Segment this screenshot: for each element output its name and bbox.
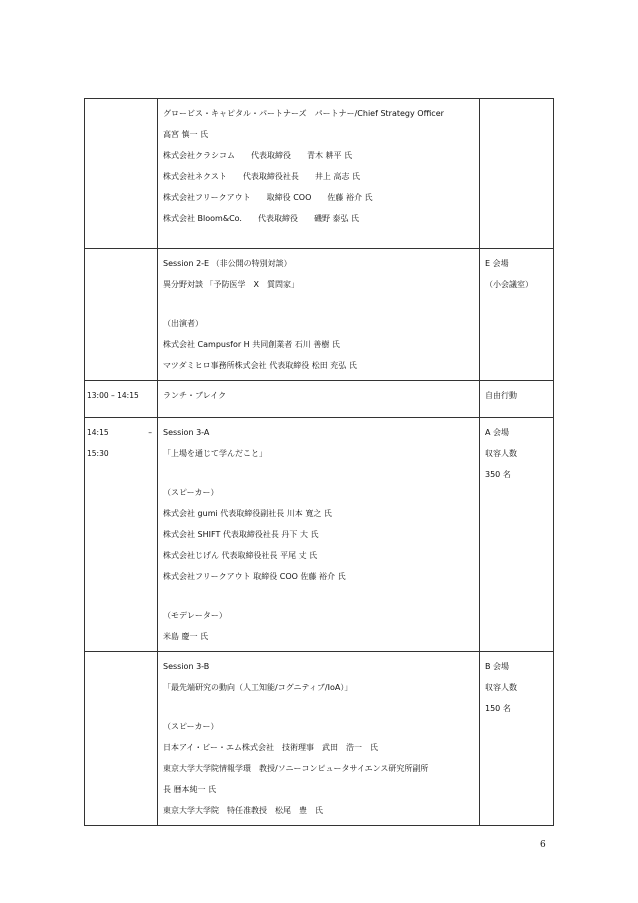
time-start: 14:15	[87, 428, 109, 437]
time-end: 15:30	[87, 449, 109, 458]
program-cell	[158, 99, 480, 249]
program-line: 米島 慶一 氏	[163, 632, 209, 641]
schedule-table	[84, 98, 554, 826]
room-capacity: 150 名	[485, 704, 511, 713]
time-cell	[85, 249, 158, 381]
program-line: グロービス・キャピタル・パートナーズ パートナー/Chief Strategy Officer	[163, 109, 444, 118]
time-range: 13:00 – 14:15	[87, 391, 139, 400]
room-name: 自由行動	[485, 391, 517, 400]
program-line: 株式会社 Campusfor H 共同創業者 石川 善樹 氏	[163, 340, 340, 349]
time-cell	[85, 418, 158, 652]
program-line: 株式会社クラシコム 代表取締役 青木 耕平 氏	[163, 151, 353, 160]
session-id: Session 2-E （非公開の特別対談）	[163, 259, 292, 268]
table-row	[85, 418, 554, 652]
spacer	[163, 464, 474, 482]
program-cell	[158, 381, 480, 418]
time-dash: –	[148, 428, 152, 437]
program-line: 株式会社 Bloom&Co. 代表取締役 磯野 泰弘 氏	[163, 214, 360, 223]
program-cell	[158, 418, 480, 652]
program-line: 株式会社フリークアウト 取締役 COO 佐藤 裕介 氏	[163, 193, 373, 202]
room-cell	[480, 99, 554, 249]
program-line: 長 暦本純一 氏	[163, 785, 217, 794]
session-id: Session 3-B	[163, 662, 210, 671]
program-line: 高宮 慎一 氏	[163, 130, 209, 139]
session-title: 「上場を通じて学んだこと」	[163, 449, 267, 458]
program-line: 株式会社ネクスト 代表取締役社長 井上 高志 氏	[163, 172, 361, 181]
table-row	[85, 99, 554, 249]
room-cell	[480, 652, 554, 826]
page-number: 6	[540, 840, 546, 850]
table-row	[85, 652, 554, 826]
program-line: 株式会社 gumi 代表取締役副社長 川本 寛之 氏	[163, 509, 332, 518]
program-line: 東京大学大学院 特任准教授 松尾 豊 氏	[163, 806, 323, 815]
spacer	[163, 698, 474, 716]
session-title: 「最先端研究の動向（人工知能/コグニティブ/IoA）」	[163, 683, 353, 692]
room-capacity: 350 名	[485, 470, 511, 479]
program-line: （スピーカー）	[163, 488, 219, 497]
spacer	[163, 295, 474, 313]
room-detail: 収容人数	[485, 449, 517, 458]
session-id: Session 3-A	[163, 428, 210, 437]
room-cell	[480, 381, 554, 418]
room-name: A 会場	[485, 428, 510, 437]
program-line: 株式会社フリークアウト 取締役 COO 佐藤 裕介 氏	[163, 572, 346, 581]
program-line: （出演者）	[163, 319, 203, 328]
program-cell	[158, 652, 480, 826]
program-line: ランチ・ブレイク	[163, 391, 227, 400]
room-cell	[480, 418, 554, 652]
room-name: E 会場	[485, 259, 509, 268]
program-line: （スピーカー）	[163, 722, 219, 731]
program-line: （モデレーター）	[163, 611, 227, 620]
room-name: B 会場	[485, 662, 510, 671]
program-line: 株式会社じげん 代表取締役社長 平尾 丈 氏	[163, 551, 318, 560]
table-row	[85, 381, 554, 418]
time-cell	[85, 381, 158, 418]
room-detail: （小会議室）	[485, 280, 533, 289]
table-row	[85, 249, 554, 381]
program-line: 株式会社 SHIFT 代表取締役社長 丹下 大 氏	[163, 530, 319, 539]
program-line: 日本アイ・ビー・エム株式会社 技術理事 武田 浩一 氏	[163, 743, 378, 752]
room-detail: 収容人数	[485, 683, 517, 692]
room-cell	[480, 249, 554, 381]
spacer	[163, 587, 474, 605]
program-cell	[158, 249, 480, 381]
session-title: 異分野対談 「予防医学 X 質問家」	[163, 280, 300, 289]
program-line: 東京大学大学院情報学環 教授/ソニーコンピュータサイエンス研究所副所	[163, 764, 429, 773]
time-cell	[85, 99, 158, 249]
time-cell	[85, 652, 158, 826]
program-line: マツダミヒロ事務所株式会社 代表取締役 松田 充弘 氏	[163, 361, 357, 370]
